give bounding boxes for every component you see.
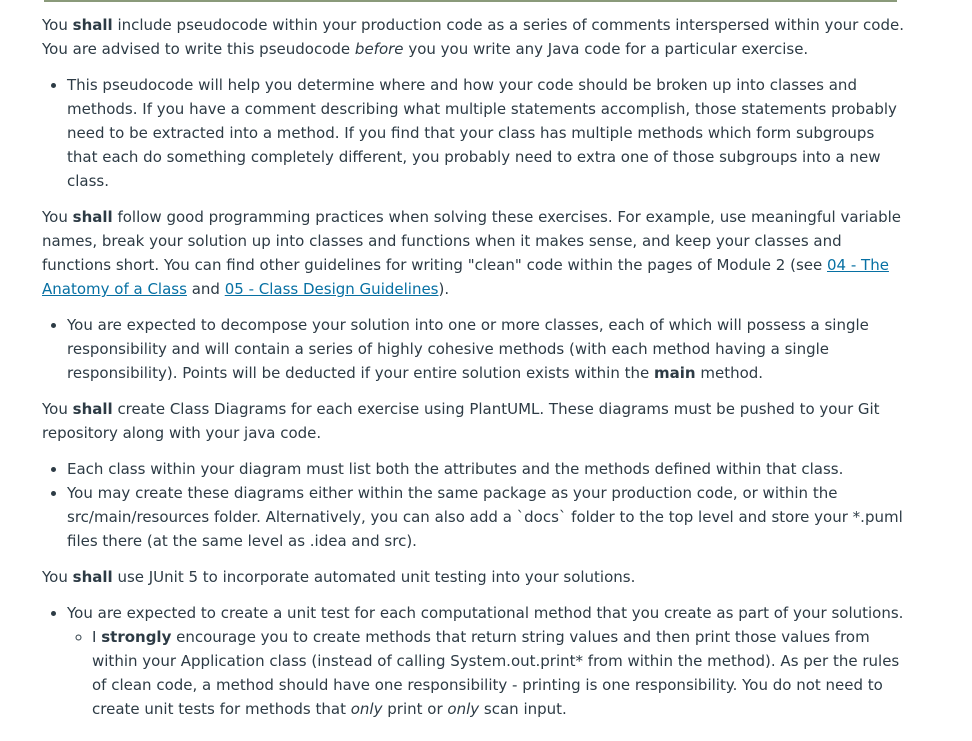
strongly-emphasis: strongly	[101, 628, 172, 646]
only-emphasis: only	[350, 700, 383, 718]
list-item: • Each class within your diagram must list both the attributes and the methods defined within that class.	[67, 457, 907, 481]
anatomy-of-class-link[interactable]: 04 - The Anatomy of a Class	[42, 256, 889, 298]
junit-sublist	[67, 625, 907, 721]
class-design-guidelines-link[interactable]: 05 - Class Design Guidelines	[224, 280, 439, 298]
class-diagrams-list	[42, 457, 907, 553]
class-diagrams-paragraph: You shall create Class Diagrams for each exercise using PlantUML. These diagrams must be pushed to your Git repository along with your java code.	[42, 400, 880, 442]
practices-list	[42, 313, 907, 385]
junit-paragraph: You shall use JUnit 5 to incorporate automated unit testing into your solutions.	[42, 568, 636, 586]
list-item: • This pseudocode will help you determine where and how your code should be broken up into classes and methods. If you have a comment describing what multiple statements accomplish, those statements probably need to be extracted into a method. If you find that your class has multiple methods which form subgroups that each do something completely different, you probably need to extra one of those subgroups into a new class.	[67, 73, 907, 193]
before-emphasis: before	[354, 40, 404, 58]
pseudocode-list	[42, 73, 907, 193]
top-divider	[44, 0, 897, 2]
shall-emphasis: shall	[72, 208, 113, 226]
only-emphasis: only	[447, 700, 480, 718]
shall-emphasis: shall	[72, 16, 113, 34]
junit-list	[42, 601, 907, 721]
list-item: • You are expected to decompose your solution into one or more classes, each of which will possess a single responsibility and will contain a series of highly cohesive methods (with each method having a single responsibility). Points will be deducted if your entire solution exists within the main method.	[67, 313, 907, 385]
main-emphasis: main	[654, 364, 696, 382]
shall-emphasis: shall	[72, 400, 113, 418]
list-item: • You are expected to create a unit test for each computational method that you create as part of your solutions. ◦ I strongly encourage you to create methods that return string values and then print those values from within your Application class (instead of calling System.out.print* from within the method). As per the rules of clean code, a method should have one responsibility - printing is one responsibility. You do not need to create unit tests for methods that only print or only scan input.	[67, 601, 907, 721]
shall-emphasis: shall	[72, 568, 113, 586]
list-item: • You may create these diagrams either within the same package as your production code, or within the src/main/resources folder. Alternatively, you can also add a `docs` folder to the top level and store your *.puml files there (at the same level as .idea and src).	[67, 481, 907, 553]
pseudocode-paragraph: You shall include pseudocode within your production code as a series of comments interspersed within your code. You are advised to write this pseudocode before you you write any Java code for a particular exercise.	[42, 16, 904, 58]
practices-paragraph: You shall follow good programming practices when solving these exercises. For example, use meaningful variable names, break your solution up into classes and functions when it makes sense, and keep your classes and functions short. You can find other guidelines for writing "clean" code within the pages of Module 2 (see 04 - The Anatomy of a Class and 05 - Class Design Guidelines).	[42, 208, 902, 298]
sublist-item: ◦ I strongly encourage you to create methods that return string values and then print those values from within your Application class (instead of calling System.out.print* from within the method). As per the rules of clean code, a method should have one responsibility - printing is one responsibility. You do not need to create unit tests for methods that only print or only scan input.	[92, 625, 907, 721]
assignment-requirements	[42, 13, 907, 733]
